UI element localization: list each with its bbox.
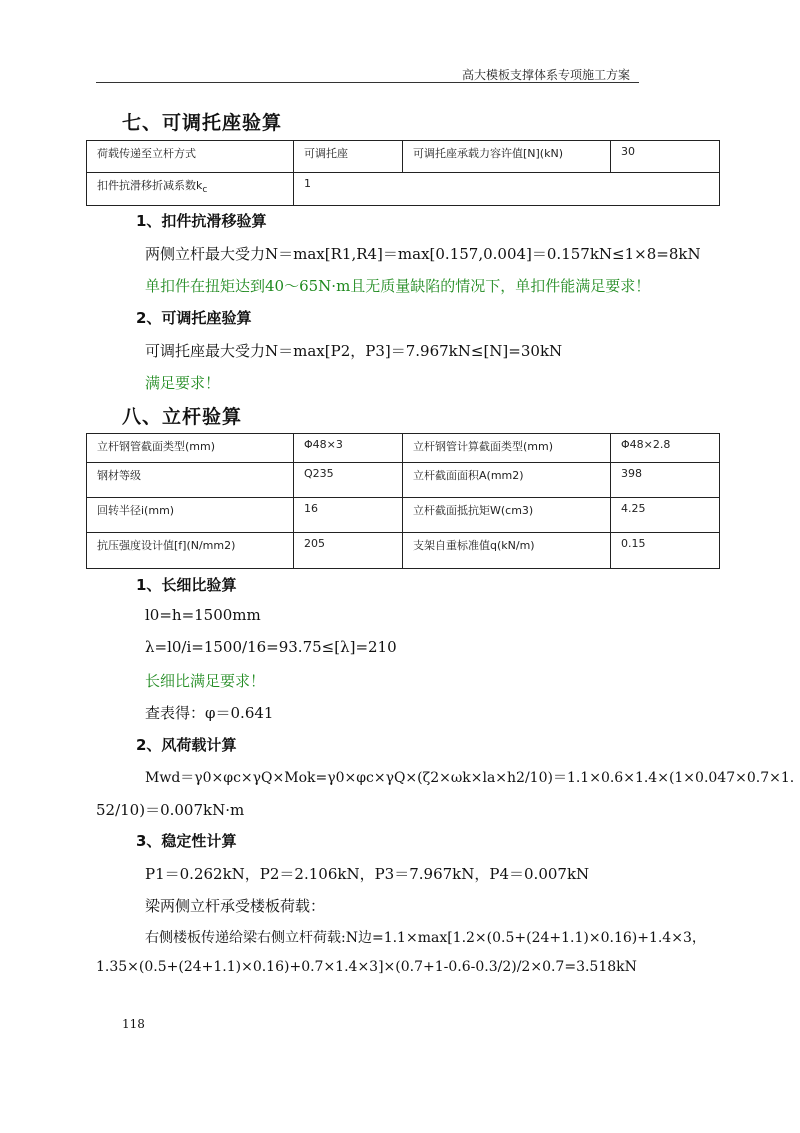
table-cell: 0.15 [611,533,720,569]
tray-table [86,140,720,206]
table-cell: 可调托座 [294,141,403,173]
table-cell: 钢材等级 [87,463,294,498]
conclusion-line: 满足要求！ [145,374,221,392]
calc-line: l0=h=1500mm [145,606,261,624]
table-row [87,141,720,173]
calc-line: 右侧楼板传递给梁右侧立杆荷载:N边=1.1×max[1.2×(0.5+(24+1.1)×0.16)+1.4×3， [145,930,706,946]
table-cell: 398 [611,463,720,498]
table-cell: 立杆截面面积A(mm2) [403,463,611,498]
table-cell: 立杆钢管计算截面类型(mm) [403,434,611,463]
calc-line: 梁两侧立杆承受楼板荷载： [145,897,326,915]
pole-table [86,433,720,569]
table-cell: 1 [294,173,720,206]
table-cell: 荷载传递至立杆方式 [87,141,294,173]
table-cell: 立杆钢管截面类型(mm) [87,434,294,463]
table-cell: 可调托座承载力容许值[N](kN) [403,141,611,173]
section-title-8: 八、立杆验算 [122,406,243,428]
calc-line: 1.35×(0.5+(24+1.1)×0.16)+0.7×1.4×3]×(0.7+1-0.6-0.3/2)/2×0.7=3.518kN [96,959,637,975]
table-cell: 抗压强度设计值[f](N/mm2) [87,533,294,569]
cell-label: 扣件抗滑移折减系数k [97,179,203,192]
header-rule [96,82,639,83]
table-cell: Φ48×3 [294,434,403,463]
table-cell: Φ48×2.8 [611,434,720,463]
table-cell: 16 [294,498,403,533]
subsection-title: 3、稳定性计算 [136,832,237,850]
table-row [87,498,720,533]
subsection-title: 2、风荷载计算 [136,736,237,754]
subsection-title: 1、扣件抗滑移验算 [136,212,267,230]
calc-line: 可调托座最大受力N＝max[P2，P3]＝7.967kN≤[N]=30kN [145,342,563,360]
table-cell: 支架自重标准值q(kN/m) [403,533,611,569]
table-cell: 4.25 [611,498,720,533]
table-row [87,434,720,463]
table-row [87,463,720,498]
table-cell: Q235 [294,463,403,498]
subsection-title: 2、可调托座验算 [136,309,252,327]
calc-line: 52/10)＝0.007kN·m [96,801,245,819]
table-cell: 回转半径i(mm) [87,498,294,533]
running-header: 高大模板支撑体系专项施工方案 [462,68,631,82]
calc-line: 两侧立杆最大受力N＝max[R1,R4]＝max[0.157,0.004]＝0.157kN≤1×8=8kN [145,245,701,263]
table-row [87,173,720,206]
table-cell [87,173,294,206]
calc-line: P1＝0.262kN，P2＝2.106kN，P3＝7.967kN，P4＝0.007kN [145,865,590,883]
table-row [87,533,720,569]
page-number: 118 [122,1017,145,1031]
subscript: c [202,185,208,196]
subsection-title: 1、长细比验算 [136,576,237,594]
conclusion-line: 单扣件在扭矩达到40～65N·m且无质量缺陷的情况下，单扣件能满足要求！ [145,277,651,295]
table-cell: 立杆截面抵抗矩W(cm3) [403,498,611,533]
section-title-7: 七、可调托座验算 [122,112,283,134]
table-cell: 205 [294,533,403,569]
conclusion-line: 长细比满足要求！ [145,672,266,690]
calc-line: 查表得：φ＝0.641 [145,704,274,722]
calc-line: Mwd＝γ0×φc×γQ×Mok=γ0×φc×γQ×(ζ2×ωk×la×h2/10)＝1.1×0.6×1.4×(1×0.047×0.7×1. [145,770,795,786]
calc-line: λ=l0/i=1500/16=93.75≤[λ]=210 [145,638,397,656]
table-cell: 30 [611,141,720,173]
